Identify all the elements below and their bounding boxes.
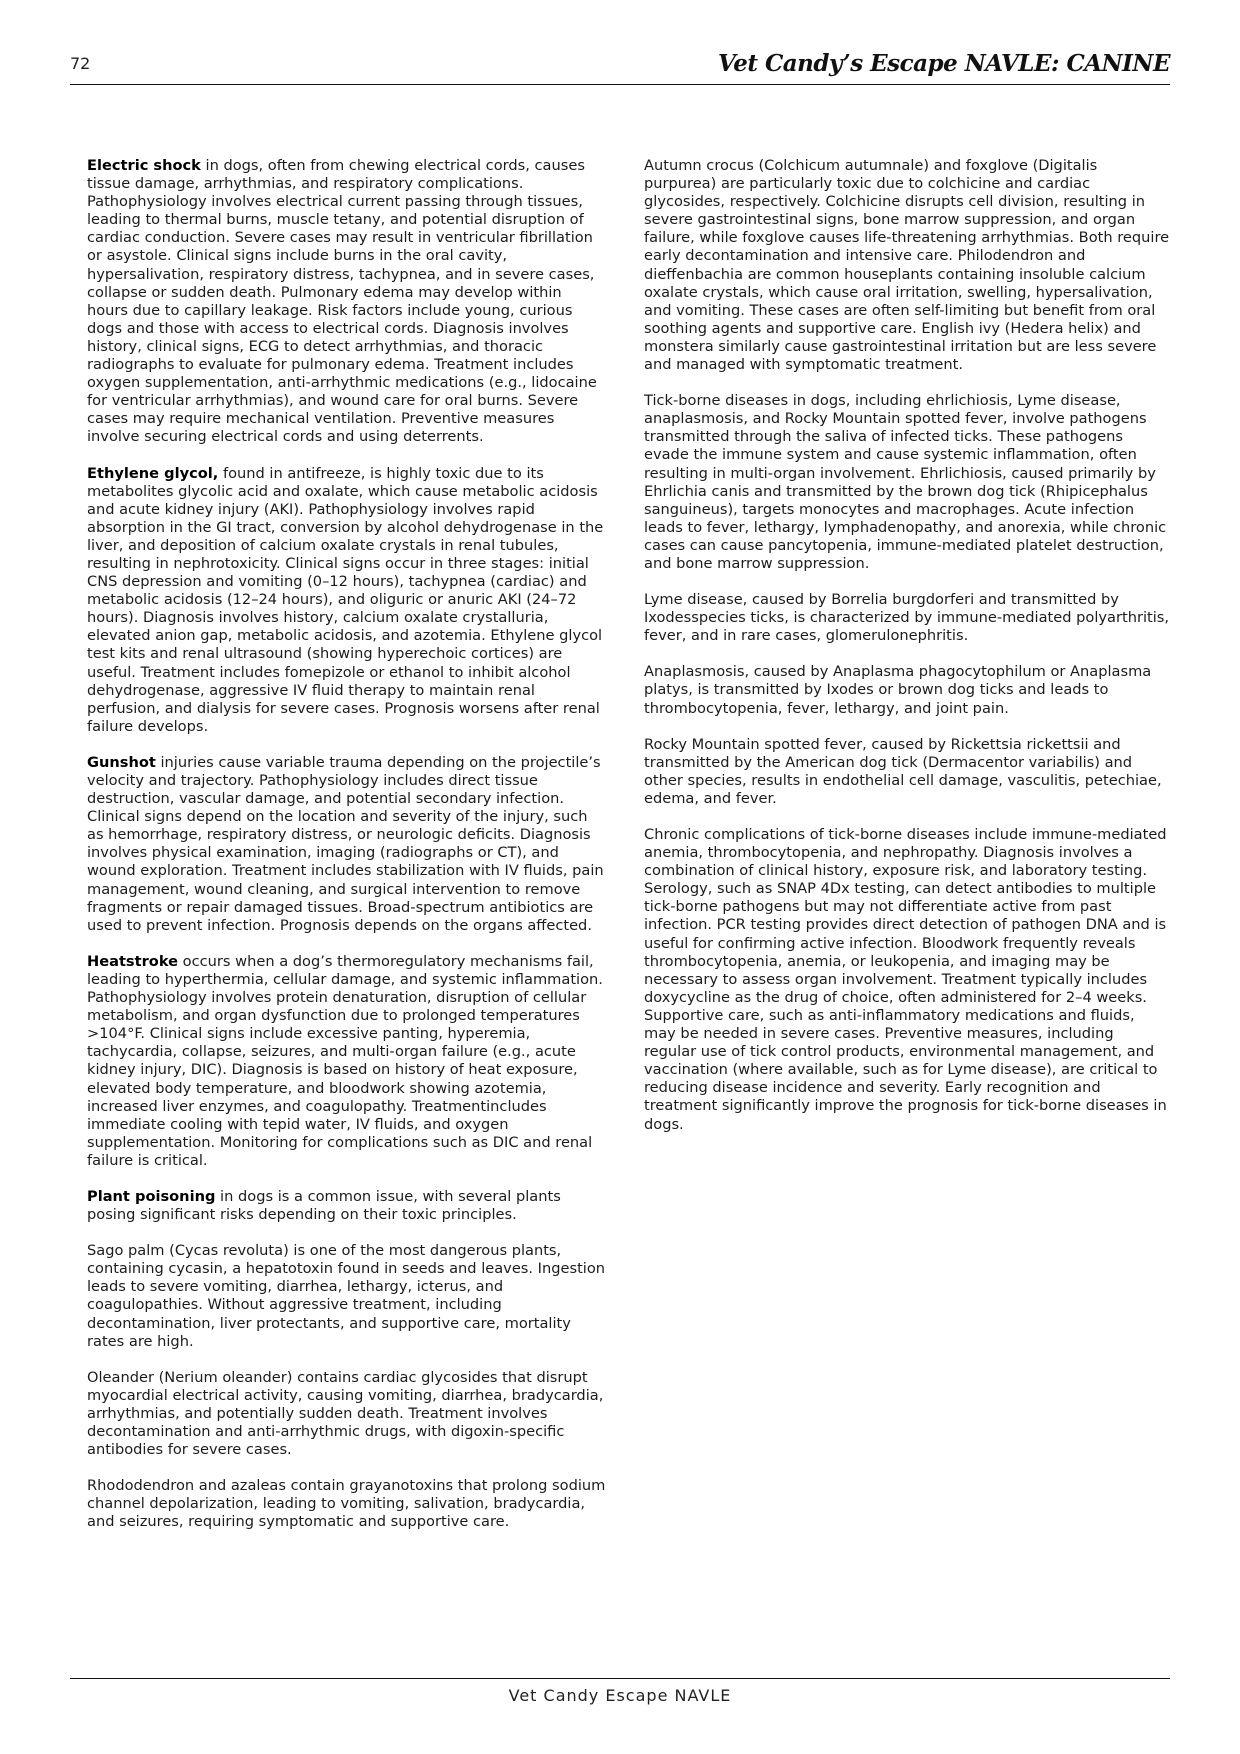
paragraph-heatstroke [87,953,607,1170]
term-ethylene-glycol: Ethylene glycol, [87,464,219,482]
paragraph-anaplasmosis: Anaplasmosis, caused by Anaplasma phagocytophilum or Anaplasma platys, is transmitted by Ixodes or brown dog ticks and leads to thrombocytopenia, fever, lethargy, and joint pain. [644,663,1152,717]
running-header-title: Vet Candy’s Escape NAVLE: CANINE [717,50,1170,77]
paragraph-gunshot [87,754,607,935]
term-electric-shock: Electric shock [87,157,201,174]
paragraph-ethylene-glycol [87,465,607,736]
term-heatstroke: Heatstroke [87,952,179,970]
paragraph-sago-palm: Sago palm (Cycas revoluta) is one of the most dangerous plants, containing cycasin, a hepatotoxin found in seeds and leaves. Ingestion leads to severe vomiting, diarrhea, lethargy, icterus, and coagulopathies. Without aggressive treatment, including decontamination, liver protectants, and supportive care, mortality rates are high. [87,1242,606,1350]
paragraph-electric-shock [87,157,607,447]
paragraph-rhododendron: Rhododendron and azaleas contain grayanotoxins that prolong sodium channel depolarization, leading to vomiting, salivation, bradycardia, and seizures, requiring symptomatic and supportive care. [87,1477,606,1531]
text-plant-poisoning: in dogs is a common issue, with several plants posing significant risks depending on their toxic principles. [87,1187,561,1224]
paragraph-plant-poisoning [87,1188,607,1224]
footer-title: Vet Candy Escape NAVLE [508,1686,732,1705]
left-column [87,157,607,1549]
paragraph-lyme-disease: Lyme disease, caused by Borrelia burgdorferi and transmitted by Ixodesspecies ticks, is characterized by immune-mediated polyarthritis, fever, and in rare cases, glomerulonephritis. [644,591,1170,645]
paragraph-oleander: Oleander (Nerium oleander) contains cardiac glycosides that disrupt myocardial electrical activity, causing vomiting, diarrhea, bradycardia, arrhythmias, and potentially sudden death. Treatment involves decontamination and anti-arrhythmic drugs, with digoxin-specific antibodies for severe cases. [87,1368,604,1459]
text-ethylene-glycol: found in antifreeze, is highly toxic due to its metabolites glycolic acid and oxalate, which cause metabolic acidosis and acute kidney injury (AKI). Pathophysiology involves rapid absorption in the GI tract, conversion by alcohol dehydrogenase in the liver, and deposition of calcium oxalate crystals in renal tubules, resulting in nephrotoxicity. Clinical signs occur in three stages: initial CNS depression and vomiting (0–12 hours), tachypnea (cardiac) and metabolic acidosis (12–24 hours), and oliguric or anuric AKI (24–72 hours). Diagnosis involves history, calcium oxalate crystalluria, elevated anion gap, metabolic acidosis, and azotemia. Ethylene glycol test kits and renal ultrasound (showing hyperechoic cortices) are useful. Treatment includes fomepizole or ethanol to inhibit alcohol dehydrogenase, aggressive IV fluid therapy to maintain renal perfusion, and dialysis for severe cases. Prognosis worsens after renal failure develops. [87,464,604,735]
right-column [644,157,1170,1152]
text-heatstroke: occurs when a dog’s thermoregulatory mechanisms fail, leading to hyperthermia, cellular damage, and systemic inflammation. Pathophysiology involves protein denaturation, disruption of cellular metabolism, and organ dysfunction due to prolonged temperatures >104°F. Clinical signs include excessive panting, hyperemia, tachycardia, collapse, seizures, and multi-organ failure (e.g., acute kidney injury, DIC). Diagnosis is based on history of heat exposure, elevated body temperature, and bloodwork showing azotemia, increased liver enzymes, and coagulopathy. Treatmentincludes immediate cooling with tepid water, IV fluids, and oxygen supplementation. Monitoring for complications such as DIC and renal failure is critical. [87,952,603,1169]
paragraph-tick-borne-diseases: Tick-borne diseases in dogs, including ehrlichiosis, Lyme disease, anaplasmosis, and Rocky Mountain spotted fever, involve pathogens transmitted through the saliva of infected ticks. These pathogens evade the immune system and cause systemic inflammation, often resulting in multi-organ involvement. Ehrlichiosis, caused primarily by Ehrlichia canis and transmitted by the brown dog tick (Rhipicephalus sanguineus), targets monocytes and macrophages. Acute infection leads to fever, lethargy, lymphadenopathy, and anorexia, while chronic cases can cause pancytopenia, immune-mediated platelet destruction, and bone marrow suppression. [644,392,1167,572]
header-divider [70,84,1170,85]
text-electric-shock: in dogs, often from chewing electrical cords, causes tissue damage, arrhythmias, and respiratory complications. Pathophysiology involves electrical current passing through tissues, leading to thermal burns, muscle tetany, and potential disruption of cardiac conduction. Severe cases may result in ventricular fibrillation or asystole. Clinical signs include burns in the oral cavity, hypersalivation, respiratory distress, tachypnea, and in severe cases, collapse or sudden death. Pulmonary edema may develop within hours due to capillary leakage. Risk factors include young, curious dogs and those with access to electrical cords. Diagnosis involves history, clinical signs, ECG to detect arrhythmias, and thoracic radiographs to evaluate for pulmonary edema. Treatment includes oxygen supplementation, anti-arrhythmic medications (e.g., lidocaine for ventricular arrhythmias), and wound care for oral burns. Severe cases may require mechanical ventilation. Preventive measures involve securing electrical cords and using deterrents. [87,157,597,446]
footer-divider [70,1678,1170,1679]
page-number: 72 [70,54,91,73]
paragraph-rocky-mountain-spotted-fever: Rocky Mountain spotted fever, caused by Rickettsia rickettsii and transmitted by the American dog tick (Dermacentor variabilis) and other species, results in endothelial cell damage, vasculitis, petechiae, edema, and fever. [644,735,1162,807]
term-gunshot: Gunshot [87,753,156,771]
paragraph-autumn-crocus: Autumn crocus (Colchicum autumnale) and foxglove (Digitalis purpurea) are particularly toxic due to colchicine and cardiac glycosides, respectively. Colchicine disrupts cell division, resulting in severe gastrointestinal signs, bone marrow suppression, and organ failure, while foxglove causes life-threatening arrhythmias. Both require early decontamination and intensive care. Philodendron and dieffenbachia are common houseplants containing insoluble calcium oxalate crystals, which cause oral irritation, swelling, hypersalivation, and vomiting. These cases are often self-limiting but benefit from oral soothing agents and supportive care. English ivy (Hedera helix) and monstera similarly cause gastrointestinal irritation but are less severe and managed with symptomatic treatment. [644,157,1170,374]
paragraph-chronic-complications: Chronic complications of tick-borne diseases include immune-mediated anemia, thrombocytopenia, and nephropathy. Diagnosis involves a combination of clinical history, exposure risk, and laboratory testing. Serology, such as SNAP 4Dx testing, can detect antibodies to multiple tick-borne pathogens but may not differentiate active from past infection. PCR testing provides direct detection of pathogen DNA and is useful for confirming active infection. Bloodwork frequently reveals thrombocytopenia, anemia, or leukopenia, and imaging may be necessary to assess organ involvement. Treatment typically includes doxycycline as the drug of choice, often administered for 2–4 weeks. Supportive care, such as anti-inflammatory medications and fluids, may be needed in severe cases. Preventive measures, including regular use of tick control products, environmental management, and vaccination (where available, such as for Lyme disease), are critical to reducing disease incidence and severity. Early recognition and treatment significantly improve the prognosis for tick-borne diseases in dogs. [644,826,1167,1133]
text-gunshot: injuries cause variable trauma depending on the projectile’s velocity and trajectory. Pathophysiology includes direct tissue destruction, vascular damage, and potential secondary infection. Clinical signs depend on the location and severity of the injury, such as hemorrhage, respiratory distress, or neurologic deficits. Diagnosis involves physical examination, imaging (radiographs or CT), and wound exploration. Treatment includes stabilization with IV fluids, pain management, wound cleaning, and surgical intervention to remove fragments or repair damaged tissues. Broad-spectrum antibiotics are used to prevent infection. Prognosis depends on the organs affected. [87,753,604,934]
term-plant-poisoning: Plant poisoning [87,1187,216,1205]
